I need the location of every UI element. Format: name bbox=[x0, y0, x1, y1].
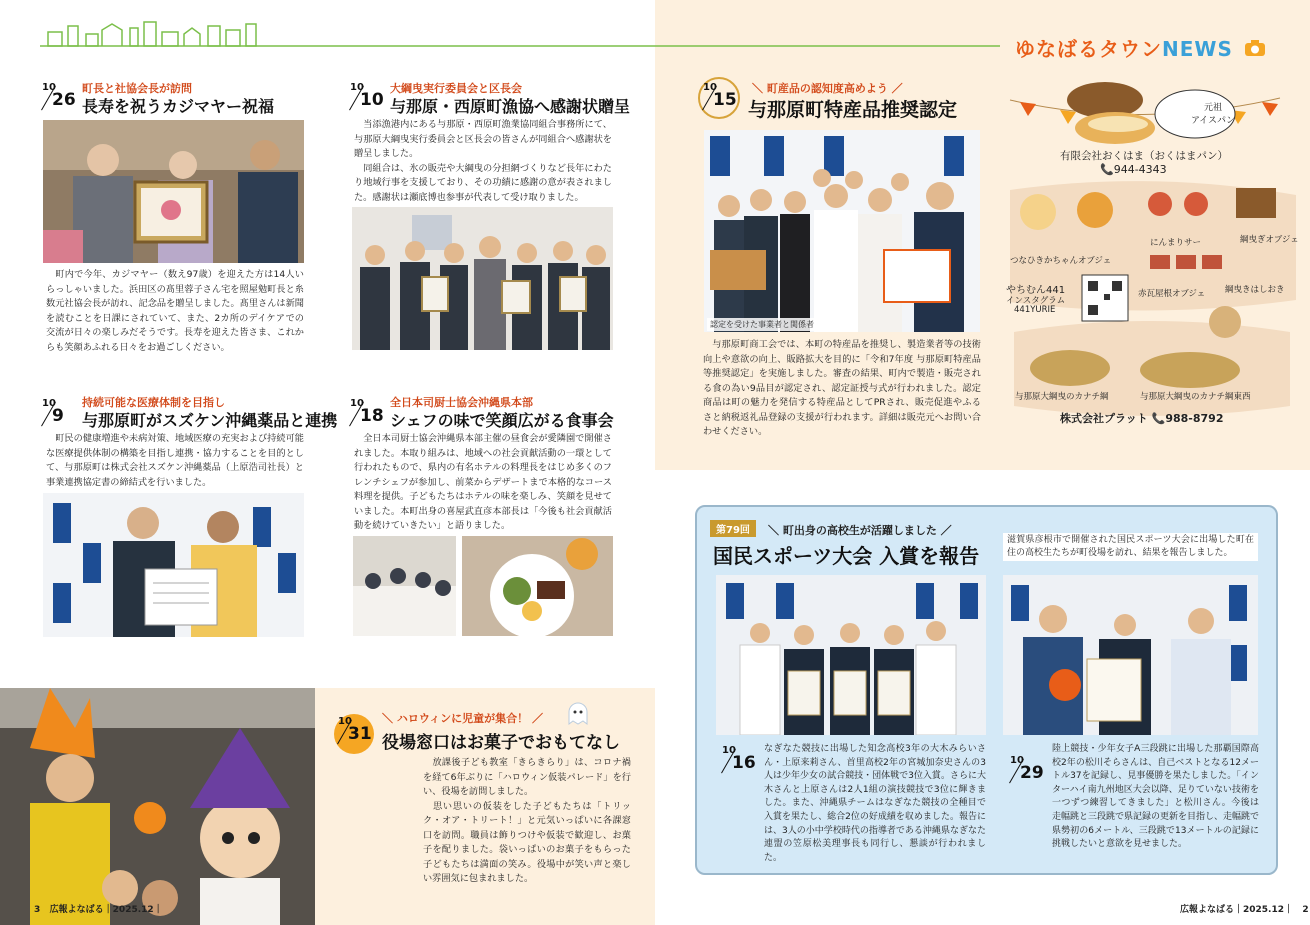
article-subtitle: 全日本司厨士協会沖縄県本部 bbox=[390, 396, 533, 409]
product-label: 綱曳ぎオブジェ bbox=[1240, 235, 1299, 245]
insta-label: インスタグラム bbox=[1006, 296, 1066, 306]
company-name: 有限会社おくはま（おくはまパン） bbox=[1060, 150, 1228, 162]
photo-caption: 認定を受けた事業者と関係者 bbox=[707, 318, 817, 331]
article-subtitle: ＼ 町産品の認知度高めよう ／ bbox=[752, 82, 903, 95]
date-badge: 10 26 bbox=[42, 82, 76, 110]
article-subtitle: ＼ ハロウィンに児童が集合！ ／ bbox=[382, 712, 543, 725]
date-badge: 10 18 bbox=[350, 398, 384, 426]
article-body: 全日本司厨士協会沖縄県本部主催の昼食会が愛隣園で開催されました。本取り組みは、地域への社会貢献活動の一環として行われたもので、県内の有名ホテルの料理長をはじめ多くのフレンチシェフが参加し、前菜からデザートまで本格的なコース料理を提供。子どもたちはホテルの味を楽しみ、笑顔を見せていました。本町出身の喜屋武直彦本部長は「今後も社会貢献活動を続けていきたい」と語りました。 bbox=[354, 433, 612, 531]
product-label: にんまりサー bbox=[1150, 238, 1202, 248]
product-label: 与那原大綱曳のカナチ綱東西 bbox=[1140, 392, 1251, 402]
edition-badge: 第79回 bbox=[710, 520, 756, 537]
phone-icon: 📞 bbox=[1100, 163, 1114, 176]
suzuken-agreement-photo bbox=[43, 493, 304, 637]
lunch-hall-photo bbox=[353, 536, 456, 636]
date-badge: 10 10 bbox=[350, 82, 384, 110]
date-badge: 10 31 bbox=[338, 716, 372, 750]
article-body: 町民の健康増進や未病対策、地域医療の充実および持続可能な医療提供体制の構築を目指し連携・協力することを目的として、与那原町は株式会社スズケン沖縄薬品（上原浩司社長）と事業連携協定書の締結式を行いました。 bbox=[46, 433, 304, 488]
date-badge: 10 15 bbox=[703, 82, 737, 116]
article-body: 与那原町商工会では、本町の特産品を推奨し、製造業者等の技術向上や意欲の向上、販路拡大を目的に「令和7年度 与那原町特産品等推奨認定」を実施しました。審査の結果、町内で製造・販売される食の為い9品目が認定され、認定証授与式が行われました。認定商品は町の魅力を発信する特産品としてPRされ、販売促進やふるさと納税返礼品登録の支援が行われます。詳細は販売元へお問い合わせください。 bbox=[703, 339, 981, 437]
article-title: 与那原・西原町漁協へ感謝状贈呈 bbox=[390, 97, 631, 116]
page-footer-right: 広報よなばる｜2025.12｜ 2 bbox=[1180, 905, 1309, 915]
article-title: 与那原町特産品推奨認定 bbox=[748, 99, 958, 121]
article-body: 放課後子ども教室「きらきらり」は、コロナ禍を経て6年ぶりに「ハロウィン仮装パレード」を行い、役場を訪問しました。 思い思いの仮装をした子どもたちは「トリック・オア・トリート！」と元気いっぱいに各課窓口を訪問。職員は飾りつけや仮装で歓迎し、お菓子を配りました。袋いっぱいのお菓子をもらった子どもたちは満面の笑み。役場中が笑い声と楽しい雰囲気に包まれました。 bbox=[423, 757, 631, 884]
article-subtitle: 大綱曳実行委員会と区長会 bbox=[390, 82, 522, 95]
halloween-photo bbox=[0, 688, 315, 925]
product-label: 赤瓦屋根オブジェ bbox=[1138, 289, 1206, 299]
kajimaya-photo bbox=[43, 120, 304, 263]
town-skyline-header bbox=[40, 14, 1000, 54]
article-title: 長寿を祝うカジマヤー祝福 bbox=[82, 97, 275, 116]
page-footer-left: 3 広報よなばる｜2025.12｜ bbox=[34, 905, 163, 915]
article-subtitle: 町長と社協会長が訪問 bbox=[82, 82, 192, 95]
company-phone: 📞944-4343 bbox=[1100, 163, 1167, 176]
date-badge: 10 9 bbox=[42, 398, 64, 426]
phone-icon: 📞 bbox=[1151, 412, 1166, 425]
insta-handle: 441YURIE bbox=[1014, 305, 1056, 315]
ghost-icon bbox=[565, 700, 591, 726]
fishery-award-photo bbox=[352, 207, 613, 350]
article-title: シェフの味で笑顔広がる食事会 bbox=[390, 411, 614, 430]
date-badge: 10 16 bbox=[722, 745, 756, 773]
product-label: 与那原大綱曳のカナチ綱 bbox=[1015, 392, 1109, 402]
news-series-title: ゆなばるタウンNEWS bbox=[1015, 33, 1266, 62]
product-label: 綱曳きはしおき bbox=[1225, 285, 1285, 295]
naginata-report: なぎなた競技に出場した知念高校3年の大木みらいさん・上原来莉さん、首里高校2年の宮城加奈史さんの3人は少年少女の試合競技・団体戦で3位入賞。さらに大木さんと上原さんは2人1組の演技競技で3位に輝きました。また、沖縄県チームはなぎなた競技の全種目で入賞を果たし、総合2位の好成績を収めました。報告には、3人の小中学校時代の指導者である沖縄県なぎなた連盟の笠原松美理事長も同行し、懇談が行われました。 bbox=[764, 744, 986, 863]
product-bubble: 元祖 アイスパン bbox=[1190, 103, 1236, 126]
article-title: 役場窓口はお菓子でおもてなし bbox=[382, 733, 620, 753]
article-subtitle: ＼ 町出身の高校生が活躍しました ／ bbox=[768, 524, 952, 537]
course-dish-photo bbox=[462, 536, 613, 636]
company-contact: 株式会社プラット 📞988-8792 bbox=[1060, 412, 1224, 425]
article-title: 国民スポーツ大会 入賞を報告 bbox=[713, 544, 980, 568]
date-badge: 10 29 bbox=[1010, 755, 1044, 783]
product-label: つなひきかちゃんオブジェ bbox=[1010, 256, 1112, 266]
insta-name: やちむん441 bbox=[1006, 285, 1066, 296]
article-title: 与那原町がスズケン沖縄薬品と連携 bbox=[82, 411, 338, 430]
specialty-award-photo bbox=[704, 130, 980, 332]
article-subtitle: 持続可能な医療体制を目指し bbox=[82, 396, 225, 409]
triple-jump-report: 陸上競技・少年女子A三段跳に出場した那覇国際高校2年の松川そらさんは、自己ベストとなる12メートル37を記録し、見事優勝を果たしました。「インターハイ南九州地区大会以降、足りていない技術を一つずつ練習してきました」と松川さん。今後は走幅跳と三段跳で県記録の更新を目指し、走幅跳で県勢初の6メートル、三段跳で13メートルの記録に挑戦したいと意欲を見せました。 bbox=[1052, 744, 1260, 850]
sports-lead: 滋賀県彦根市で開催された国民スポーツ大会に出場した町在住の高校生たちが町役場を訪れ、結果を報告しました。 bbox=[1003, 533, 1258, 561]
triple-jump-photo bbox=[1003, 575, 1258, 735]
camera-icon bbox=[1244, 38, 1266, 58]
article-body: 当添漁港内にある与那原・西原町漁業協同組合事務所にて、与那原大綱曳実行委員会と区長会の皆さんが同組合へ感謝状を贈呈しました。 同組合は、氷の販売や大綱曳の分担網づくりなど長年にわたり地域行事を支援しており、その功績に感謝の意が表されました。感謝状は瀬底博也参事が代表して受け取りました。 bbox=[354, 119, 612, 203]
article-body: 町内で今年、カジマヤー（数え97歳）を迎えた方は14人いらっしゃいました。浜田区の髙里蓉子さん宅を照屋勉町長と糸数元社協会長が訪れ、記念品を贈呈しました。髙里さんは新聞を読むことを日課にされていて、また、2カ所のデイケアでの交流が日々の楽しみだそうです。長寿を迎えた皆さま、これからも笑顔あふれる日々をお過ごしください。 bbox=[46, 269, 304, 353]
naginata-team-photo bbox=[716, 575, 986, 735]
